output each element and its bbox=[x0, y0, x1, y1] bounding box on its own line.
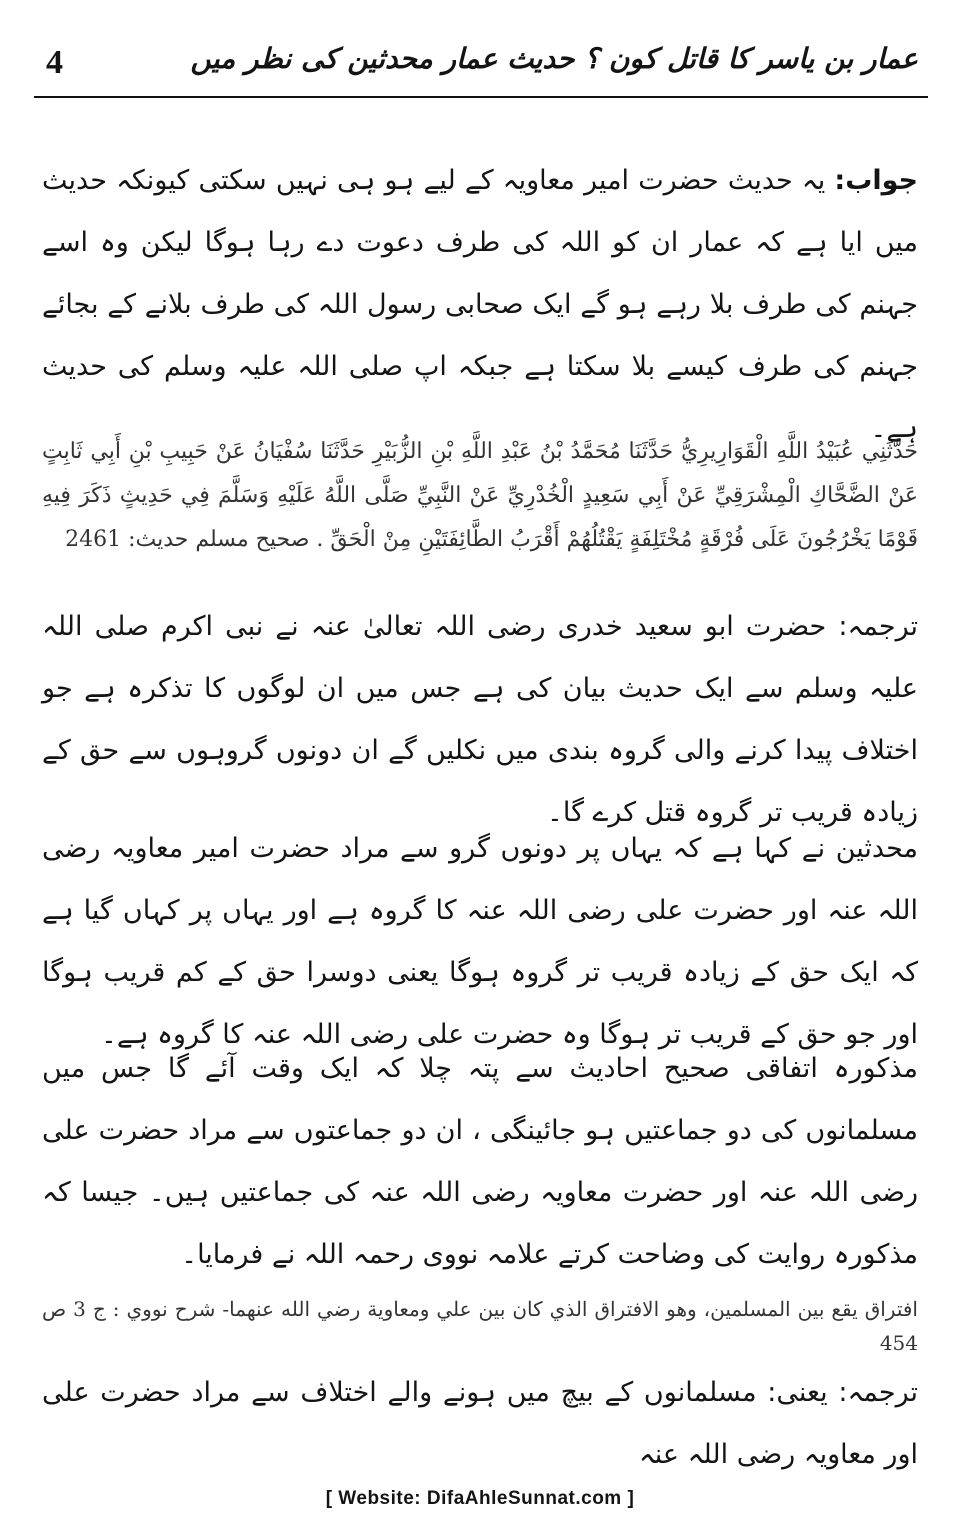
translation-paragraph-1 bbox=[42, 596, 918, 844]
translation-paragraph-2 bbox=[42, 1362, 918, 1486]
answer-paragraph bbox=[42, 150, 918, 460]
translation-lead: ترجمہ: bbox=[838, 1377, 918, 1408]
translation-text: حضرت ابو سعید خدری رضی اللہ تعالیٰ عنہ نے نبی اکرم صلی اللہ علیہ وسلم سے ایک حدیث بیان کی ہے جس میں ان لوگوں کا تذکرہ ہے جو اختلاف پیدا کرنے والی گروہ بندی میں نکلیں گے ان دونوں گروہوں سے حق کے زیادہ قریب تر گروہ قتل کرے گا۔ bbox=[42, 611, 918, 828]
translation-text: یعنی: مسلمانوں کے بیچ میں ہونے والے اختلاف سے مراد حضرت علی اور معاویہ رضی اللہ عنہ bbox=[42, 1377, 918, 1470]
header-divider bbox=[34, 96, 928, 98]
sahih-hadith-paragraph: مذکورہ اتفاقی صحیح احادیث سے پتہ چلا کہ ایک وقت آئے گا جس میں مسلمانوں کی دو جماعتیں ہو جائینگی ، ان دو جماعتوں سے مراد حضرت علی رضی اللہ عنہ اور حضرت معاویہ رضی اللہ عنہ کی جماعتیں ہیں۔ جیسا کہ مذکورہ روایت کی وضاحت کرتے علامہ نووی رحمہ اللہ نے فرمایا۔ bbox=[42, 1053, 918, 1270]
answer-text: یہ حدیث حضرت امیر معاویہ کے لیے ہو ہی نہیں سکتی کیونکہ حدیث میں ایا ہے کہ عمار ان کو اللہ کی طرف دعوت دے رہا ہوگا لیکن وہ اسے جہنم کی طرف بلا رہے ہو گے ایک صحابی رسول اللہ کی طرف بلانے کے بجائے جہنم کی طرف کیسے بلا سکتا ہے جبکہ اپ صلی اللہ علیہ وسلم کی حدیث ہے۔ bbox=[42, 165, 918, 444]
running-header-title: عمار بن یاسر کا قاتل کون ؟ حدیث عمار محدثین کی نظر میں bbox=[190, 42, 918, 75]
nawawi-arabic-quote: افتراق يقع بين المسلمين، وهو الافتراق الذي كان بين علي ومعاوية رضي الله عنهما- شرح نووي : ج 3 ص 454 bbox=[42, 1297, 918, 1355]
answer-lead: جواب: bbox=[834, 165, 918, 196]
website-footer: [ Website: DifaAhleSunnat.com ] bbox=[325, 1488, 635, 1509]
hadith-arabic-text: حَدَّثَنِي عُبَيْدُ اللَّهِ الْقَوَارِيرِيُّ حَدَّثَنَا مُحَمَّدُ بْنُ عَبْدِ اللَّهِ بْنِ الزُّبَيْرِ حَدَّثَنَا سُفْيَانُ عَنْ حَبِيبِ بْنِ أَبِي ثَابِتٍ عَنْ الضَّحَّاكِ الْمِشْرَقِيِّ عَنْ أَبِي سَعِيدٍ الْخُدْرِيِّ عَنْ النَّبِيِّ صَلَّى اللَّهُ عَلَيْهِ وَسَلَّمَ فِي حَدِيثٍ ذَكَرَ فِيهِ قَوْمًا يَخْرُجُونَ عَلَى فُرْقَةٍ مُخْتَلِفَةٍ يَقْتُلُهُمْ أَقْرَبُ الطَّائِفَتَيْنِ مِنْ الْحَقِّ . صحيح مسلم حديث: 2461 bbox=[42, 439, 918, 552]
page-number: 4 bbox=[46, 44, 63, 81]
muhaddithin-paragraph: محدثین نے کہا ہے کہ یہاں پر دونوں گرو سے مراد حضرت امیر معاویہ رضی اللہ عنہ اور حضرت علی رضی اللہ عنہ کا گروہ ہے اور یہاں پر کہاں گیا ہے کہ ایک حق کے زیادہ قریب تر گروہ ہوگا یعنی دوسرا حق کے کم قریب ہوگا اور جو حق کے قریب تر ہوگا وہ حضرت علی رضی اللہ عنہ کا گروہ ہے۔ bbox=[42, 833, 918, 1050]
translation-lead: ترجمہ: bbox=[838, 611, 918, 642]
